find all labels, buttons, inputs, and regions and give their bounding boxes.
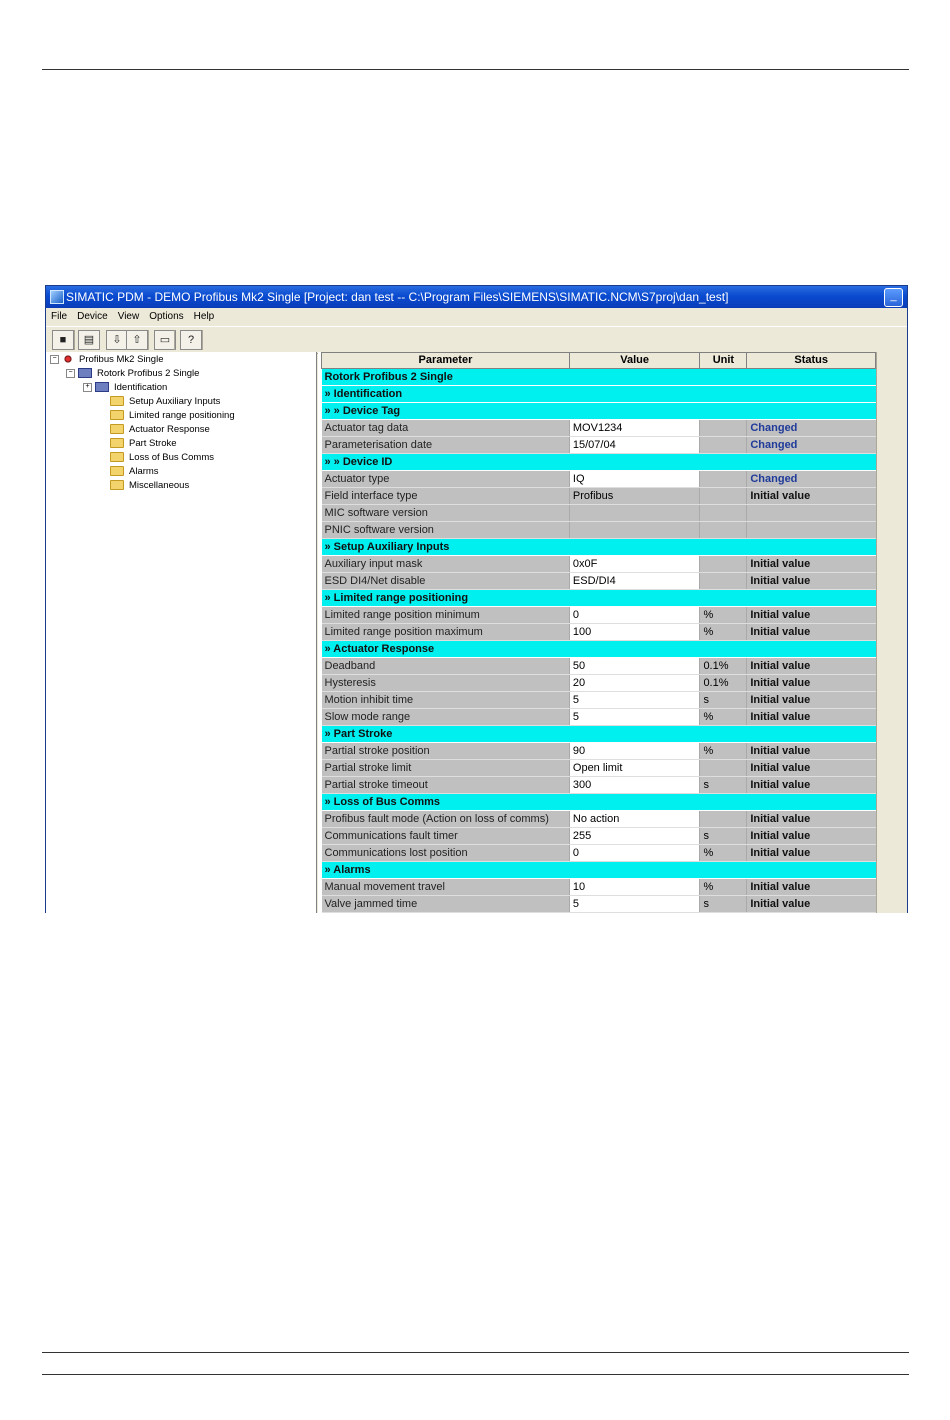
network-icon — [62, 354, 74, 364]
parameter-value-field[interactable]: 5 — [569, 709, 700, 726]
parameter-status: Initial value — [747, 777, 876, 794]
section-row[interactable] — [322, 726, 876, 743]
parameter-status: Initial value — [747, 743, 876, 760]
collapse-icon[interactable]: − — [66, 369, 75, 378]
table-row[interactable] — [322, 743, 876, 760]
parameter-status: Initial value — [747, 811, 876, 828]
table-row[interactable] — [322, 845, 876, 862]
table-row[interactable] — [322, 573, 876, 590]
module-icon — [95, 382, 109, 392]
toolbar-separator — [148, 330, 149, 350]
parameter-name: Parameterisation date — [322, 437, 570, 454]
parameter-name: Auxiliary input mask — [322, 556, 570, 573]
table-row[interactable] — [322, 692, 876, 709]
parameter-status: Initial value — [747, 624, 876, 641]
window-title: SIMATIC PDM - DEMO Profibus Mk2 Single [Project: dan test -- C:\Program Files\SIEMENS\SIMATIC.NCM\S7proj\dan_test] — [66, 290, 729, 304]
section-row[interactable] — [322, 641, 876, 658]
section-row[interactable] — [322, 862, 876, 879]
parameter-unit — [700, 471, 747, 488]
table-row[interactable] — [322, 420, 876, 437]
parameter-name: ESD DI4/Net disable — [322, 573, 570, 590]
tree-item[interactable] — [83, 381, 167, 395]
parameter-status: Initial value — [747, 709, 876, 726]
parameter-table-pane — [318, 352, 907, 913]
parameter-value-field — [569, 522, 700, 539]
table-row[interactable] — [322, 777, 876, 794]
parameter-name: Motion inhibit time — [322, 692, 570, 709]
table-row[interactable] — [322, 437, 876, 454]
parameter-status: Initial value — [747, 556, 876, 573]
print-icon[interactable]: ▤ — [78, 330, 100, 350]
parameter-value-field[interactable]: 0x0F — [569, 556, 700, 573]
parameter-status: Initial value — [747, 828, 876, 845]
column-header-unit[interactable]: Unit — [700, 353, 747, 369]
parameter-value-field[interactable]: 20 — [569, 675, 700, 692]
parameter-name: Slow mode range — [322, 709, 570, 726]
tree-item-label: Rotork Profibus 2 Single — [97, 368, 200, 379]
parameter-unit: s — [700, 828, 747, 845]
tree-item-label: Profibus Mk2 Single — [79, 354, 164, 365]
table-row[interactable] — [322, 505, 876, 522]
parameter-name: Actuator tag data — [322, 420, 570, 437]
column-header-parameter[interactable]: Parameter — [322, 353, 570, 369]
parameter-unit: s — [700, 777, 747, 794]
folder-icon — [110, 438, 124, 448]
parameter-unit — [700, 437, 747, 454]
header-rule — [42, 69, 909, 70]
parameter-unit — [700, 488, 747, 505]
tree-item[interactable] — [66, 367, 199, 381]
parameter-name: Manual movement travel — [322, 879, 570, 896]
table-row[interactable] — [322, 879, 876, 896]
parameter-value-field[interactable]: No action — [569, 811, 700, 828]
table-row[interactable] — [322, 828, 876, 845]
parameter-name: Profibus fault mode (Action on loss of comms) — [322, 811, 570, 828]
title-bar[interactable] — [46, 286, 907, 308]
folder-icon — [110, 452, 124, 462]
parameter-name: Field interface type — [322, 488, 570, 505]
parameter-name: Hysteresis — [322, 675, 570, 692]
expand-icon[interactable]: + — [83, 383, 92, 392]
parameter-name: Valve jammed time — [322, 896, 570, 913]
column-header-value[interactable]: Value — [569, 353, 700, 369]
tree-item[interactable] — [98, 423, 210, 437]
table-row[interactable] — [322, 488, 876, 505]
parameter-value-field[interactable]: Open limit — [569, 760, 700, 777]
section-label: » Actuator Response — [322, 641, 876, 658]
parameter-unit — [700, 811, 747, 828]
tree-item-label: Alarms — [129, 466, 159, 477]
toolbar-separator — [174, 330, 175, 350]
tree-item[interactable] — [98, 395, 220, 409]
toolbar-separator — [202, 330, 203, 350]
tree-item-label: Actuator Response — [129, 424, 210, 435]
tree-item[interactable] — [98, 437, 177, 451]
parameter-value-field[interactable]: MOV1234 — [569, 420, 700, 437]
table-row[interactable] — [322, 522, 876, 539]
window-icon[interactable]: ▭ — [154, 330, 176, 350]
section-label: » Alarms — [322, 862, 876, 879]
parameter-status: Initial value — [747, 896, 876, 913]
parameter-value-field: Profibus — [569, 488, 700, 505]
toolbar-separator — [74, 330, 75, 350]
section-label: » Loss of Bus Comms — [322, 794, 876, 811]
parameter-unit — [700, 522, 747, 539]
minimize-button[interactable]: _ — [884, 288, 903, 307]
menu-view[interactable]: View — [117, 311, 140, 322]
menu-device[interactable]: Device — [77, 311, 108, 322]
parameter-status: Changed — [747, 471, 876, 488]
tree-item-label: Identification — [114, 382, 168, 393]
menu-help[interactable]: Help — [193, 311, 215, 322]
download-to-device-icon[interactable]: ⇩ — [106, 330, 128, 350]
table-row[interactable] — [322, 811, 876, 828]
parameter-unit — [700, 760, 747, 777]
tree-item-label: Part Stroke — [129, 438, 177, 449]
folder-icon — [110, 396, 124, 406]
parameter-status — [747, 522, 876, 539]
folder-icon — [110, 466, 124, 476]
section-row[interactable] — [322, 386, 876, 403]
table-row[interactable] — [322, 675, 876, 692]
project-tree — [46, 352, 317, 913]
tree-item[interactable] — [98, 409, 235, 423]
tree-item-label: Setup Auxiliary Inputs — [129, 396, 221, 407]
parameter-status: Initial value — [747, 879, 876, 896]
parameter-status: Initial value — [747, 692, 876, 709]
parameter-status: Initial value — [747, 760, 876, 777]
app-icon — [50, 290, 64, 304]
collapse-icon[interactable]: − — [50, 355, 59, 364]
section-row[interactable] — [322, 794, 876, 811]
parameter-name: MIC software version — [322, 505, 570, 522]
parameter-unit: % — [700, 624, 747, 641]
parameter-value-field[interactable]: 15/07/04 — [569, 437, 700, 454]
parameter-unit: % — [700, 845, 747, 862]
toolbar — [46, 326, 907, 354]
footer-rule-bottom — [42, 1374, 909, 1375]
parameter-value-field[interactable]: 50 — [569, 658, 700, 675]
parameter-name: Deadband — [322, 658, 570, 675]
parameter-unit: 0.1% — [700, 658, 747, 675]
tree-item[interactable] — [98, 465, 159, 479]
parameter-value-field[interactable]: 300 — [569, 777, 700, 794]
parameter-table — [321, 352, 876, 913]
parameter-value-field[interactable]: IQ — [569, 471, 700, 488]
parameter-status: Initial value — [747, 488, 876, 505]
parameter-name: Partial stroke timeout — [322, 777, 570, 794]
parameter-unit — [700, 420, 747, 437]
section-label: » Limited range positioning — [322, 590, 876, 607]
table-row[interactable] — [322, 896, 876, 913]
section-row[interactable] — [322, 590, 876, 607]
parameter-status: Changed — [747, 420, 876, 437]
parameter-name: Communications lost position — [322, 845, 570, 862]
tree-item[interactable] — [98, 451, 214, 465]
folder-icon — [110, 480, 124, 490]
menu-bar — [46, 308, 907, 326]
parameter-unit: 0.1% — [700, 675, 747, 692]
parameter-unit: % — [700, 709, 747, 726]
tree-item-label: Loss of Bus Comms — [129, 452, 214, 463]
save-icon[interactable]: ■ — [52, 330, 74, 350]
parameter-status — [747, 505, 876, 522]
simatic-pdm-window — [45, 285, 908, 913]
tree-item-label: Miscellaneous — [129, 480, 190, 491]
parameter-value-field[interactable]: ESD/DI4 — [569, 573, 700, 590]
parameter-status: Initial value — [747, 845, 876, 862]
parameter-value-field[interactable]: 255 — [569, 828, 700, 845]
table-row[interactable] — [322, 760, 876, 777]
parameter-name: Actuator type — [322, 471, 570, 488]
parameter-unit: s — [700, 692, 747, 709]
parameter-value-field[interactable]: 5 — [569, 896, 700, 913]
module-icon — [78, 368, 92, 378]
parameter-value-field — [569, 505, 700, 522]
section-row[interactable] — [322, 454, 876, 471]
upload-to-pg-icon[interactable]: ⇧ — [126, 330, 148, 350]
parameter-unit: % — [700, 743, 747, 760]
section-row[interactable] — [322, 403, 876, 420]
table-row[interactable] — [322, 709, 876, 726]
parameter-status: Initial value — [747, 607, 876, 624]
section-label: » » Device ID — [322, 454, 876, 471]
parameter-status: Initial value — [747, 658, 876, 675]
table-row[interactable] — [322, 556, 876, 573]
parameter-value-field[interactable]: 100 — [569, 624, 700, 641]
section-label: » Setup Auxiliary Inputs — [322, 539, 876, 556]
parameter-value-field[interactable]: 10 — [569, 879, 700, 896]
parameter-name: PNIC software version — [322, 522, 570, 539]
parameter-status: Initial value — [747, 573, 876, 590]
parameter-name: Limited range position minimum — [322, 607, 570, 624]
parameter-unit — [700, 505, 747, 522]
table-header-row — [322, 353, 876, 369]
parameter-value-field[interactable]: 0 — [569, 607, 700, 624]
parameter-status: Changed — [747, 437, 876, 454]
table-row[interactable] — [322, 658, 876, 675]
tree-item[interactable] — [98, 479, 189, 493]
section-label: » Identification — [322, 386, 876, 403]
table-row[interactable] — [322, 471, 876, 488]
parameter-value-field[interactable]: 90 — [569, 743, 700, 760]
section-label: » Part Stroke — [322, 726, 876, 743]
parameter-name: Communications fault timer — [322, 828, 570, 845]
menu-options[interactable]: Options — [149, 311, 184, 322]
parameter-name: Partial stroke position — [322, 743, 570, 760]
parameter-unit: % — [700, 879, 747, 896]
parameter-status: Initial value — [747, 675, 876, 692]
parameter-name: Limited range position maximum — [322, 624, 570, 641]
parameter-unit — [700, 556, 747, 573]
folder-icon — [110, 424, 124, 434]
parameter-value-field[interactable]: 0 — [569, 845, 700, 862]
column-header-status[interactable]: Status — [747, 353, 876, 369]
parameter-unit: s — [700, 896, 747, 913]
section-label: Rotork Profibus 2 Single — [322, 369, 876, 386]
menu-file[interactable]: File — [51, 311, 68, 322]
section-label: » » Device Tag — [322, 403, 876, 420]
device-root-row[interactable] — [322, 369, 876, 386]
vertical-scrollbar[interactable] — [876, 352, 908, 913]
table-row[interactable] — [322, 607, 876, 624]
tree-item[interactable] — [50, 353, 163, 367]
table-row[interactable] — [322, 624, 876, 641]
folder-icon — [110, 410, 124, 420]
context-help-icon[interactable]: ? — [180, 330, 202, 350]
parameter-name: Partial stroke limit — [322, 760, 570, 777]
parameter-unit — [700, 573, 747, 590]
footer-rule-top — [42, 1352, 909, 1353]
parameter-unit: % — [700, 607, 747, 624]
tree-item-label: Limited range positioning — [129, 410, 235, 421]
section-row[interactable] — [322, 539, 876, 556]
parameter-value-field[interactable]: 5 — [569, 692, 700, 709]
